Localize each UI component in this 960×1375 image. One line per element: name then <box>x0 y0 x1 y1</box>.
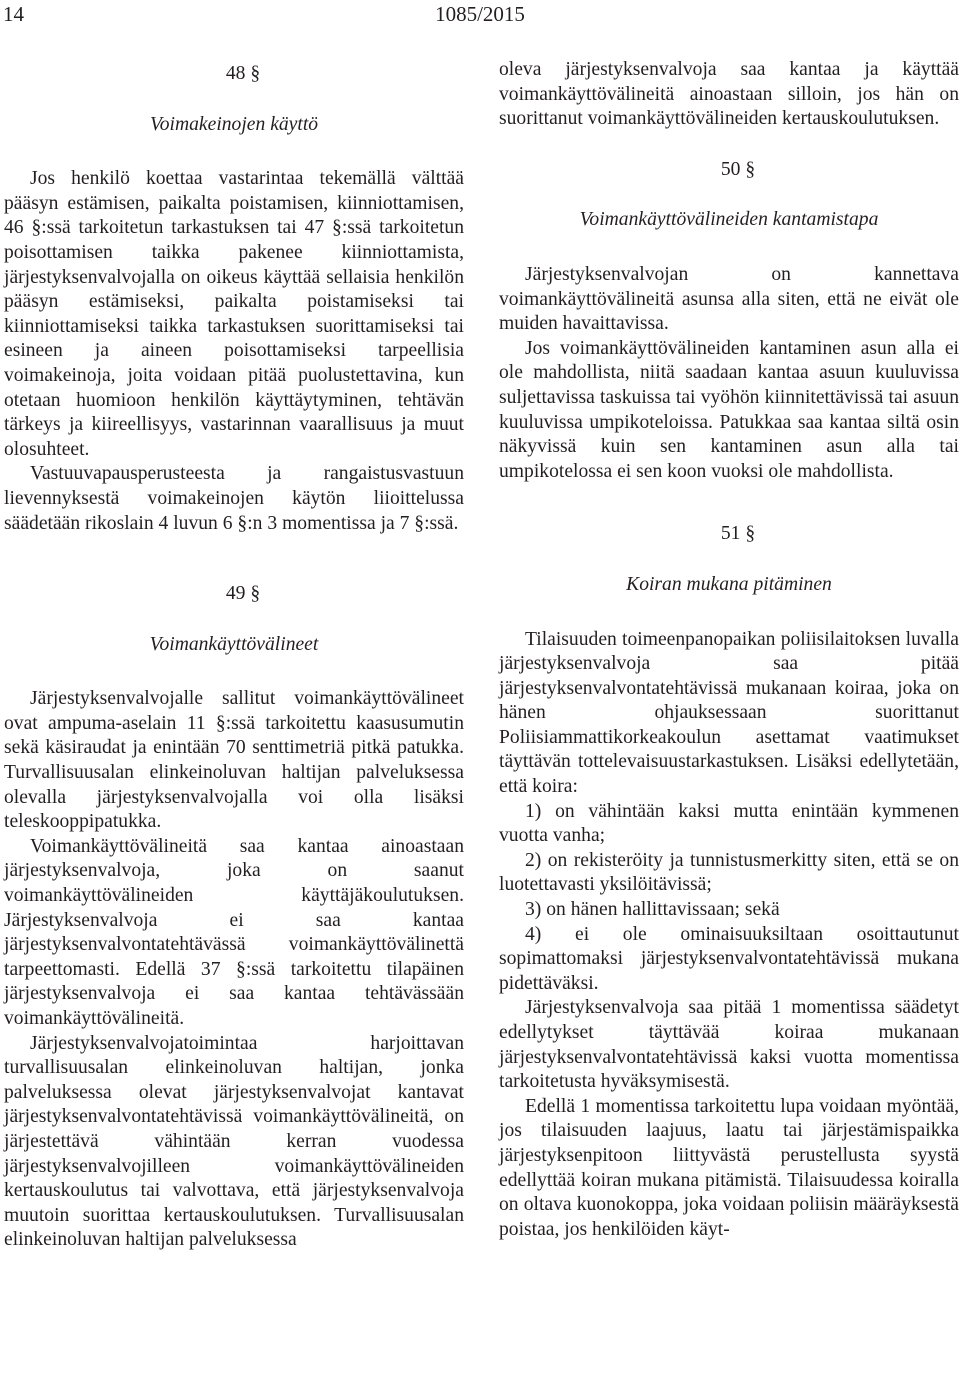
section-48-paragraph: Vastuuvapausperusteesta ja rangaistusvastuun lievennyksestä voimakeinojen käytön liioittelussa säädetään rikoslain 4 luvun 6 §:n 3 momentissa ja 7 §:ssä. <box>4 463 464 534</box>
section-51-list-item: 2) on rekisteröity ja tunnistusmerkitty siten, että se on luotettavasti yksilöitävissä; <box>499 849 959 896</box>
section-49-number: 49 § <box>225 583 261 605</box>
left-column <box>4 62 464 1253</box>
section-48-number: 48 § <box>225 63 261 84</box>
section-50-paragraph: Jos voimankäyttövälineiden kantaminen asun alla ei ole mahdollista, niitä saadaan kantaa asuun kuuluvissa suljettavissa taskuissa tai vyöhön kiinnitettävissä tai asuun kuuluvissa umpikoteloissa. Patukkaa saa kantaa siltä osin näkyvissä kuin sen kantaminen asun alla tai umpikotelossa ei sen koon vuoksi ole mahdollista. <box>499 337 959 482</box>
section-50-number: 50 § <box>720 158 756 180</box>
page-number: 14 <box>3 2 24 26</box>
document-id: 1085/2015 <box>435 2 525 26</box>
section-49-paragraph: Järjestyksenvalvojatoimintaa harjoittavan turvallisuusalan elinkeinoluvan haltijan, jonka palveluksessa olevat järjestyksenvalvojat kantavat järjestyksenvalvontatehtävissä voimankäyttövälineitä, on järjestettävä vähintään kerran vuodessa järjestyksenvalvojilleen voimankäyttövälineiden kertauskoulutus tai valvottava, että järjestyksenvalvoja muutoin suorittaa kertauskoulutuksen. Turvallisuusalan elinkeinoluvan haltijan palveluksessa <box>4 1032 464 1251</box>
section-51-list-item: 1) on vähintään kaksi mutta enintään kymmenen vuotta vanha; <box>499 800 959 847</box>
section-51-paragraph: Edellä 1 momentissa tarkoitettu lupa voidaan myöntää, jos tilaisuuden laajuus, laatu tai järjestämispaikka järjestyksenpitoon liittyvästä perustellusta syystä edellyttää koiran mukana pitämistä. Tilaisuudessa koiralla on oltava kuonokoppa, joka voidaan poliisin määräyksestä poistaa, jos henkilöiden käyt- <box>499 1095 959 1240</box>
section-51-list-item: 3) on hänen hallittavissaan; sekä <box>525 899 780 921</box>
section-50-paragraph: Järjestyksenvalvojan on kannettava voimankäyttövälineitä asunsa alla siten, että ne eivät ole muiden havaittavissa. <box>499 263 959 335</box>
section-51-list-item: 4) ei ole ominaisuuksiltaan osoittautunut sopimattomaksi järjestyksenvalvontatehtävissä mukana pidettäväksi. <box>499 923 959 994</box>
continuation-text: oleva järjestyksenvalvoja saa kantaa ja käyttää voimankäyttövälineitä ainoastaan silloin, jos hän on suorittanut voimankäyttövälineiden kertauskoulutuksen. <box>499 59 959 130</box>
section-51-paragraph: Järjestyksenvalvoja saa pitää 1 momentissa säädetyt edellytykset täyttävää koiraa mukanaan järjestyksenvalvontatehtävissä kaksi vuotta momentissa tarkoitetusta hyväksymisestä. <box>499 997 959 1093</box>
section-49-paragraph: Voimankäyttövälineitä saa kantaa ainoastaan järjestyksenvalvoja, joka on saanut voimankäyttövälineiden käyttäjäkoulutuksen. Järjestyksenvalvoja ei saa kantaa järjestyksenvalvontatehtävässä voimankäyttövälinettä tarpeettomasti. Edellä 37 §:ssä tarkoitettu tilapäinen järjestyksenvalvoja ei saa kantaa tehtävässään voimankäyttövälineitä. <box>4 835 464 1029</box>
section-48-paragraph: Jos henkilö koettaa vastarintaa tekemällä välttää pääsyn estämisen, paikalta poistamisen, kiinniottamisen, 46 §:ssä tarkoitetun tarkastuksen tai 47 §:ssä tarkoitetun poisottamisen taikka pakenee kiinniottamista, järjestyksenvalvojalla on oikeus käyttää sellaisia henkilön pääsyn estämiseksi, paikalta poistamiseksi tai kiinniottamiseksi taikka tarkastuksen suorittamiseksi tai esineen ja aineen poisottamiseksi tarpeellisia voimakeinoja, joita voidaan pitää puolustettavina, kun otetaan huomioon henkilön käyttäytyminen, tehtävän tärkeys ja kiireellisyys, vastarinnan vaarallisuus ja muut olosuhteet. <box>4 168 464 460</box>
right-column <box>499 58 959 1242</box>
section-51-number: 51 § <box>720 523 756 545</box>
section-49-paragraph: Järjestyksenvalvojalle sallitut voimankäyttövälineet ovat ampuma-aselain 11 §:ssä tarkoitettu kaasusumutin sekä käsiraudat ja enintään 70 senttimetriä pitkä patukka. Turvallisuusalan elinkeinoluvan haltijan palveluksessa olevalla järjestyksenvalvojalla voi olla lisäksi teleskooppipatukka. <box>4 688 464 833</box>
section-50-title: Voimankäyttövälineiden kantamistapa <box>579 209 879 231</box>
section-49-title: Voimankäyttövälineet <box>149 633 319 655</box>
section-51-paragraph: Tilaisuuden toimeenpanopaikan poliisilaitoksen luvalla järjestyksenvalvoja saa pitää järjestyksenvalvontatehtävissä mukanaan koiraa, joka on hänen ohjauksessaan suorittanut Poliisiammattikorkeakoulun asettamat vaatimukset täyttävän tottelevaisuustarkastuksen. Lisäksi edellytetään, että koira: <box>499 628 959 798</box>
section-51-title: Koiran mukana pitäminen <box>626 573 832 595</box>
section-48-title: Voimakeinojen käyttö <box>149 113 319 135</box>
